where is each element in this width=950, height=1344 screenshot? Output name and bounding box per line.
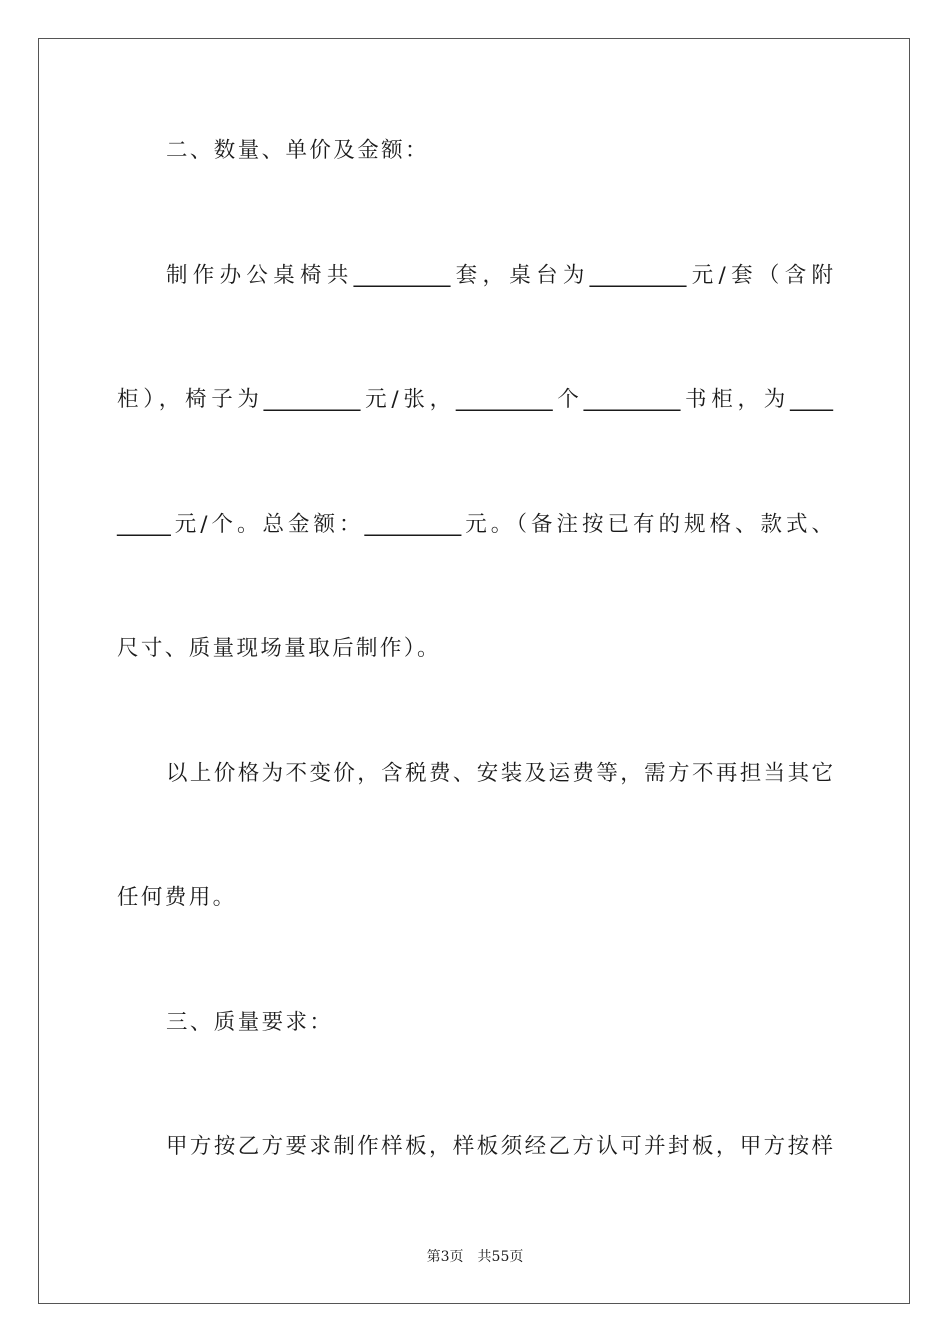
paragraph-line: 以上价格为不变价，含税费、安装及运费等，需方不再担当其它 [166,761,833,786]
page-frame [38,38,910,1304]
section-heading-quantity-price: 二、数量、单价及金额： [166,138,429,163]
paragraph-line: _____元/个。总金额：_________元。（备注按已有的规格、款式、 [117,512,833,537]
paragraph-line: 甲方按乙方要求制作样板，样板须经乙方认可并封板，甲方按样 [166,1134,833,1159]
paragraph-line: 制作办公桌椅共_________套，桌台为_________元/套（含附 [166,263,833,288]
section-heading-quality: 三、质量要求： [166,1010,334,1035]
paragraph-line: 任何费用。 [117,885,237,910]
paragraph-line: 柜），椅子为_________元/张，_________个_________书柜，为____ [117,387,833,412]
page-number-footer: 第3页 共55页 [426,1249,524,1265]
paragraph-line: 尺寸、质量现场量取后制作）。 [117,636,441,661]
